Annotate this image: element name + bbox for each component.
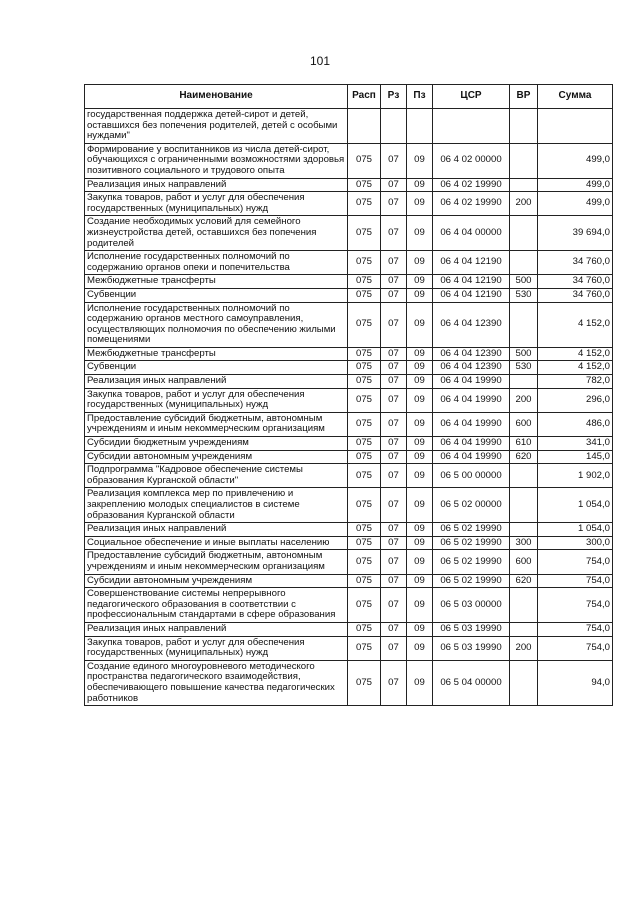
- header-name: Наименование: [85, 85, 348, 109]
- cell-vr: 300: [510, 536, 538, 550]
- cell-csr: 06 4 02 19990: [433, 178, 510, 192]
- cell-sum: 341,0: [538, 437, 613, 451]
- cell-name: Создание необходимых условий для семейного жизнеустройства детей, оставшихся без попечения родителей: [85, 216, 348, 251]
- cell-name: Создание единого многоуровневого методического пространства педагогического взаимодействия, обеспечивающего повышение качества педагогических работников: [85, 660, 348, 705]
- cell-rasp: 075: [348, 488, 381, 523]
- cell-rz: 07: [381, 388, 407, 412]
- cell-csr: 06 4 04 12190: [433, 251, 510, 275]
- cell-rz: 07: [381, 550, 407, 574]
- cell-rasp: 075: [348, 143, 381, 178]
- cell-csr: 06 4 04 12390: [433, 302, 510, 347]
- cell-vr: [510, 375, 538, 389]
- cell-sum: 300,0: [538, 536, 613, 550]
- cell-rasp: 075: [348, 251, 381, 275]
- cell-csr: 06 4 04 19990: [433, 450, 510, 464]
- cell-name: Субвенции: [85, 288, 348, 302]
- cell-csr: 06 4 04 12190: [433, 275, 510, 289]
- cell-csr: 06 5 00 00000: [433, 464, 510, 488]
- cell-pz: 09: [407, 437, 433, 451]
- cell-csr: 06 5 04 00000: [433, 660, 510, 705]
- cell-vr: 600: [510, 412, 538, 436]
- cell-rasp: 075: [348, 450, 381, 464]
- page-number: 101: [309, 54, 331, 68]
- table-row: [85, 488, 613, 523]
- table-row: [85, 660, 613, 705]
- cell-rz: 07: [381, 192, 407, 216]
- cell-csr: 06 5 02 19990: [433, 536, 510, 550]
- cell-sum: 754,0: [538, 550, 613, 574]
- cell-name: Предоставление субсидий бюджетным, автономным учреждениям и иным некоммерческим организациям: [85, 412, 348, 436]
- cell-csr: 06 4 04 19990: [433, 412, 510, 436]
- cell-name: Субсидии автономным учреждениям: [85, 574, 348, 588]
- cell-csr: 06 4 04 12390: [433, 361, 510, 375]
- cell-sum: 34 760,0: [538, 288, 613, 302]
- cell-pz: 09: [407, 251, 433, 275]
- cell-name: Закупка товаров, работ и услуг для обеспечения государственных (муниципальных) нужд: [85, 388, 348, 412]
- cell-rasp: 075: [348, 375, 381, 389]
- cell-pz: 09: [407, 574, 433, 588]
- table-row: [85, 412, 613, 436]
- table-row: [85, 574, 613, 588]
- table-row: [85, 622, 613, 636]
- cell-vr: 610: [510, 437, 538, 451]
- cell-pz: 09: [407, 636, 433, 660]
- cell-name: Исполнение государственных полномочий по содержанию органов опеки и попечительства: [85, 251, 348, 275]
- cell-vr: [510, 302, 538, 347]
- cell-rz: 07: [381, 574, 407, 588]
- cell-name: Реализация иных направлений: [85, 523, 348, 537]
- cell-rasp: 075: [348, 347, 381, 361]
- cell-name: Межбюджетные трансферты: [85, 275, 348, 289]
- table-row: [85, 536, 613, 550]
- cell-sum: 4 152,0: [538, 347, 613, 361]
- cell-sum: 145,0: [538, 450, 613, 464]
- cell-sum: 1 054,0: [538, 523, 613, 537]
- cell-pz: 09: [407, 143, 433, 178]
- cell-rz: 07: [381, 622, 407, 636]
- cell-rz: 07: [381, 178, 407, 192]
- cell-csr: 06 4 02 19990: [433, 192, 510, 216]
- cell-csr: 06 4 04 00000: [433, 216, 510, 251]
- table-row: [85, 523, 613, 537]
- table-row: [85, 288, 613, 302]
- cell-pz: 09: [407, 192, 433, 216]
- cell-rasp: 075: [348, 523, 381, 537]
- cell-pz: 09: [407, 375, 433, 389]
- cell-csr: 06 4 04 12190: [433, 288, 510, 302]
- cell-pz: 09: [407, 550, 433, 574]
- cell-rz: 07: [381, 488, 407, 523]
- cell-sum: 499,0: [538, 192, 613, 216]
- cell-sum: 34 760,0: [538, 275, 613, 289]
- table-body: [85, 109, 613, 706]
- cell-rz: 07: [381, 412, 407, 436]
- cell-pz: 09: [407, 216, 433, 251]
- cell-rz: 07: [381, 361, 407, 375]
- table-row: [85, 375, 613, 389]
- table-row: [85, 251, 613, 275]
- cell-csr: 06 5 02 19990: [433, 574, 510, 588]
- cell-rasp: 075: [348, 536, 381, 550]
- cell-vr: [510, 588, 538, 623]
- cell-sum: 499,0: [538, 143, 613, 178]
- cell-csr: 06 5 02 19990: [433, 550, 510, 574]
- cell-name: Реализация иных направлений: [85, 622, 348, 636]
- cell-sum: 39 694,0: [538, 216, 613, 251]
- cell-pz: 09: [407, 275, 433, 289]
- header-pz: Пз: [407, 85, 433, 109]
- budget-table: [84, 84, 613, 706]
- cell-pz: 09: [407, 347, 433, 361]
- table-row: [85, 361, 613, 375]
- header-sum: Сумма: [538, 85, 613, 109]
- cell-rasp: 075: [348, 550, 381, 574]
- cell-name: Подпрограмма "Кадровое обеспечение системы образования Курганской области": [85, 464, 348, 488]
- cell-rasp: 075: [348, 636, 381, 660]
- cell-vr: 530: [510, 288, 538, 302]
- cell-sum: [538, 109, 613, 144]
- cell-rz: 07: [381, 536, 407, 550]
- cell-csr: 06 5 03 19990: [433, 636, 510, 660]
- cell-csr: 06 5 03 00000: [433, 588, 510, 623]
- header-rasp: Расп: [348, 85, 381, 109]
- cell-vr: 200: [510, 388, 538, 412]
- table-row: [85, 302, 613, 347]
- table-row: [85, 275, 613, 289]
- cell-name: государственная поддержка детей-сирот и детей, оставшихся без попечения родителей, детей с особыми нуждами": [85, 109, 348, 144]
- cell-sum: 4 152,0: [538, 302, 613, 347]
- cell-name: Реализация иных направлений: [85, 375, 348, 389]
- table-row: [85, 109, 613, 144]
- cell-vr: [510, 109, 538, 144]
- header-rz: Рз: [381, 85, 407, 109]
- cell-name: Реализация комплекса мер по привлечению и закреплению молодых специалистов в системе образования Курганской области: [85, 488, 348, 523]
- cell-rz: 07: [381, 660, 407, 705]
- cell-rz: 07: [381, 347, 407, 361]
- cell-rasp: 075: [348, 216, 381, 251]
- cell-csr: 06 4 04 19990: [433, 388, 510, 412]
- cell-rasp: 075: [348, 275, 381, 289]
- cell-vr: [510, 143, 538, 178]
- cell-name: Совершенствование системы непрерывного педагогического образования в соответствии с профессиональным стандартами в сфере образования: [85, 588, 348, 623]
- cell-vr: [510, 622, 538, 636]
- cell-name: Реализация иных направлений: [85, 178, 348, 192]
- cell-pz: 09: [407, 450, 433, 464]
- cell-name: Формирование у воспитанников из числа детей-сирот, обучающихся с ограниченными возможностями здоровья позитивного социального и трудового опыта: [85, 143, 348, 178]
- cell-pz: 09: [407, 412, 433, 436]
- cell-pz: 09: [407, 536, 433, 550]
- cell-sum: 1 054,0: [538, 488, 613, 523]
- cell-vr: [510, 523, 538, 537]
- table-row: [85, 216, 613, 251]
- cell-rz: [381, 109, 407, 144]
- cell-pz: [407, 109, 433, 144]
- cell-rz: 07: [381, 636, 407, 660]
- cell-rz: 07: [381, 450, 407, 464]
- cell-rasp: 075: [348, 302, 381, 347]
- cell-name: Субвенции: [85, 361, 348, 375]
- header-csr: ЦСР: [433, 85, 510, 109]
- table-row: [85, 347, 613, 361]
- cell-rasp: 075: [348, 412, 381, 436]
- cell-vr: [510, 488, 538, 523]
- cell-rasp: [348, 109, 381, 144]
- cell-rz: 07: [381, 216, 407, 251]
- cell-pz: 09: [407, 488, 433, 523]
- table-row: [85, 192, 613, 216]
- cell-sum: 754,0: [538, 588, 613, 623]
- cell-sum: 4 152,0: [538, 361, 613, 375]
- table-row: [85, 178, 613, 192]
- cell-rasp: 075: [348, 192, 381, 216]
- cell-rasp: 075: [348, 588, 381, 623]
- cell-vr: [510, 660, 538, 705]
- cell-pz: 09: [407, 523, 433, 537]
- table-row: [85, 550, 613, 574]
- cell-rasp: 075: [348, 622, 381, 636]
- cell-rz: 07: [381, 464, 407, 488]
- cell-csr: 06 4 04 12390: [433, 347, 510, 361]
- cell-vr: [510, 178, 538, 192]
- cell-sum: 754,0: [538, 574, 613, 588]
- cell-vr: 200: [510, 636, 538, 660]
- cell-rasp: 075: [348, 464, 381, 488]
- cell-vr: 500: [510, 347, 538, 361]
- cell-name: Исполнение государственных полномочий по содержанию органов местного самоуправления, осуществляющих полномочия по обеспечению жилыми помещениями: [85, 302, 348, 347]
- cell-pz: 09: [407, 302, 433, 347]
- cell-pz: 09: [407, 361, 433, 375]
- cell-vr: 600: [510, 550, 538, 574]
- cell-name: Межбюджетные трансферты: [85, 347, 348, 361]
- cell-rz: 07: [381, 251, 407, 275]
- cell-csr: [433, 109, 510, 144]
- cell-rasp: 075: [348, 288, 381, 302]
- cell-sum: 296,0: [538, 388, 613, 412]
- cell-sum: 1 902,0: [538, 464, 613, 488]
- cell-rz: 07: [381, 143, 407, 178]
- table-row: [85, 143, 613, 178]
- cell-rz: 07: [381, 288, 407, 302]
- cell-name: Предоставление субсидий бюджетным, автономным учреждениям и иным некоммерческим организациям: [85, 550, 348, 574]
- cell-pz: 09: [407, 288, 433, 302]
- cell-pz: 09: [407, 622, 433, 636]
- cell-name: Закупка товаров, работ и услуг для обеспечения государственных (муниципальных) нужд: [85, 192, 348, 216]
- cell-sum: 754,0: [538, 622, 613, 636]
- cell-pz: 09: [407, 660, 433, 705]
- header-vr: ВР: [510, 85, 538, 109]
- cell-csr: 06 5 02 19990: [433, 523, 510, 537]
- table-row: [85, 464, 613, 488]
- cell-sum: 34 760,0: [538, 251, 613, 275]
- table-header-row: [85, 85, 613, 109]
- cell-vr: [510, 251, 538, 275]
- cell-vr: 530: [510, 361, 538, 375]
- cell-name: Социальное обеспечение и иные выплаты населению: [85, 536, 348, 550]
- cell-rz: 07: [381, 275, 407, 289]
- cell-vr: 620: [510, 450, 538, 464]
- cell-rz: 07: [381, 302, 407, 347]
- cell-rasp: 075: [348, 388, 381, 412]
- cell-rz: 07: [381, 588, 407, 623]
- table-row: [85, 636, 613, 660]
- cell-pz: 09: [407, 388, 433, 412]
- cell-csr: 06 5 02 00000: [433, 488, 510, 523]
- cell-rasp: 075: [348, 574, 381, 588]
- cell-pz: 09: [407, 178, 433, 192]
- cell-name: Субсидии бюджетным учреждениям: [85, 437, 348, 451]
- cell-pz: 09: [407, 464, 433, 488]
- cell-vr: 200: [510, 192, 538, 216]
- cell-vr: 620: [510, 574, 538, 588]
- cell-rasp: 075: [348, 178, 381, 192]
- cell-vr: [510, 216, 538, 251]
- cell-rz: 07: [381, 375, 407, 389]
- cell-csr: 06 4 04 19990: [433, 375, 510, 389]
- cell-name: Субсидии автономным учреждениям: [85, 450, 348, 464]
- cell-csr: 06 4 02 00000: [433, 143, 510, 178]
- cell-vr: [510, 464, 538, 488]
- cell-csr: 06 5 03 19990: [433, 622, 510, 636]
- cell-sum: 754,0: [538, 636, 613, 660]
- table-row: [85, 588, 613, 623]
- cell-pz: 09: [407, 588, 433, 623]
- cell-rasp: 075: [348, 437, 381, 451]
- cell-rasp: 075: [348, 361, 381, 375]
- table-row: [85, 437, 613, 451]
- cell-rasp: 075: [348, 660, 381, 705]
- cell-sum: 499,0: [538, 178, 613, 192]
- cell-rz: 07: [381, 523, 407, 537]
- cell-name: Закупка товаров, работ и услуг для обеспечения государственных (муниципальных) нужд: [85, 636, 348, 660]
- cell-sum: 486,0: [538, 412, 613, 436]
- table-row: [85, 388, 613, 412]
- cell-sum: 94,0: [538, 660, 613, 705]
- cell-rz: 07: [381, 437, 407, 451]
- cell-csr: 06 4 04 19990: [433, 437, 510, 451]
- cell-sum: 782,0: [538, 375, 613, 389]
- table-row: [85, 450, 613, 464]
- cell-vr: 500: [510, 275, 538, 289]
